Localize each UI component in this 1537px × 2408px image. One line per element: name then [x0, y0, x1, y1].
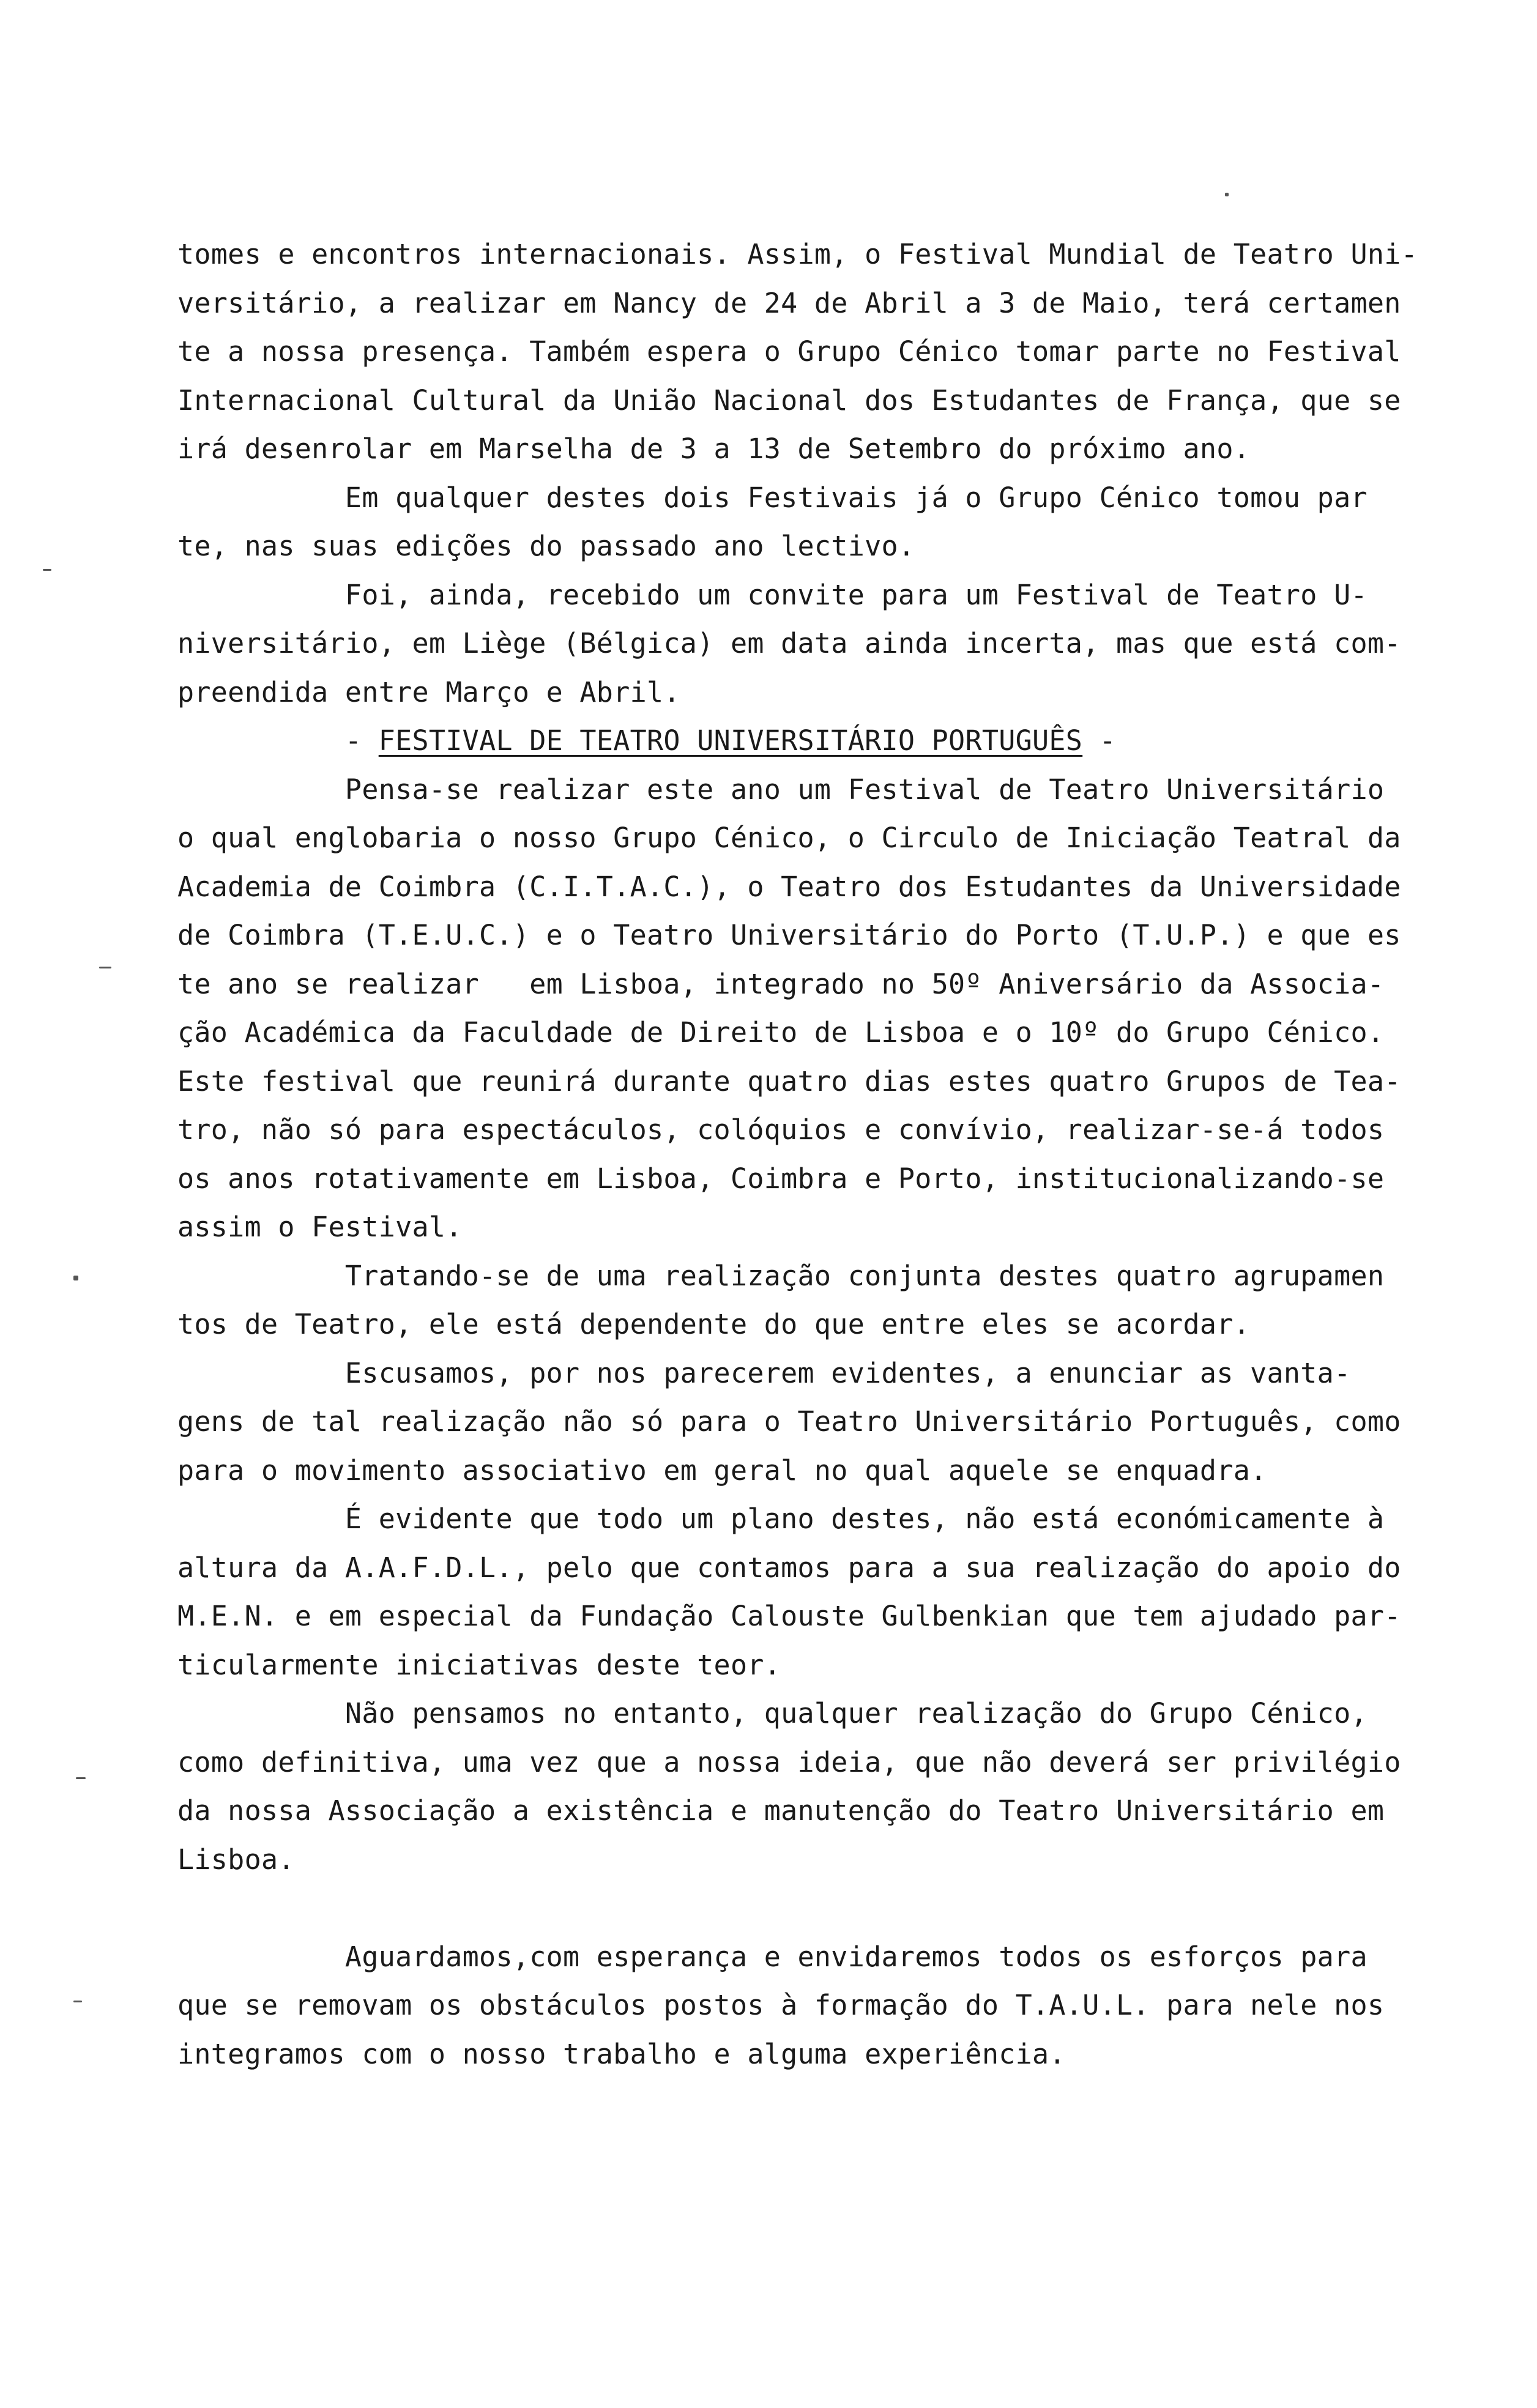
scan-mark — [73, 1276, 78, 1280]
text-line: tro, não só para espectáculos, colóquios e convívio, realizar-se-á todos — [177, 1113, 1385, 1146]
scan-mark — [43, 569, 51, 571]
section-heading — [177, 716, 1499, 765]
heading-prefix: - — [177, 724, 379, 757]
text-line: assim o Festival. — [177, 1211, 463, 1243]
text-line: M.E.N. e em especial da Fundação Calouste Gulbenkian que tem ajudado par- — [177, 1600, 1401, 1632]
text-line: como definitiva, uma vez que a nossa ideia, que não deverá ser privilégio — [177, 1745, 1401, 1778]
text-line: É evidente que todo um plano destes, não está económicamente à — [177, 1503, 1385, 1535]
text-line: Foi, ainda, recebido um convite para um Festival de Teatro U- — [177, 578, 1368, 611]
text-line: Internacional Cultural da União Nacional dos Estudantes de França, que se — [177, 384, 1401, 417]
scan-mark — [76, 1777, 86, 1779]
text-line: tos de Teatro, ele está dependente do que entre eles se acordar. — [177, 1308, 1251, 1340]
text-line: Aguardamos,com esperança e envidaremos todos os esforços para — [177, 1940, 1368, 1973]
text-line: para o movimento associativo em geral no qual aquele se enquadra. — [177, 1454, 1267, 1487]
text-line: altura da A.A.F.D.L., pelo que contamos para a sua realização do apoio do — [177, 1551, 1401, 1584]
text-line: da nossa Associação a existência e manutenção do Teatro Universitário em — [177, 1794, 1385, 1827]
scan-mark — [99, 967, 111, 968]
text-line: de Coimbra (T.E.U.C.) e o Teatro Universitário do Porto (T.U.P.) e que es — [177, 919, 1401, 951]
scan-mark — [73, 2001, 82, 2002]
text-line: que se removam os obstáculos postos à formação do T.A.U.L. para nele nos — [177, 1989, 1385, 2021]
text-line: Não pensamos no entanto, qualquer realização do Grupo Cénico, — [177, 1697, 1368, 1730]
text-line: Este festival que reunirá durante quatro dias estes quatro Grupos de Tea- — [177, 1065, 1401, 1098]
text-line: o qual englobaria o nosso Grupo Cénico, o Circulo de Iniciação Teatral da — [177, 822, 1401, 854]
text-line: gens de tal realização não só para o Teatro Universitário Português, como — [177, 1405, 1401, 1438]
text-line: Tratando-se de uma realização conjunta destes quatro agrupamen — [177, 1259, 1385, 1292]
text-line: Lisboa. — [177, 1843, 295, 1876]
text-line: te a nossa presença. Também espera o Grupo Cénico tomar parte no Festival — [177, 335, 1401, 368]
text-line: Pensa-se realizar este ano um Festival de Teatro Universitário — [177, 773, 1385, 806]
text-line: preendida entre Março e Abril. — [177, 675, 680, 708]
text-line: ticularmente iniciativas deste teor. — [177, 1648, 781, 1681]
text-line: irá desenrolar em Marselha de 3 a 13 de Setembro do próximo ano. — [177, 433, 1251, 465]
text-line: Escusamos, por nos parecerem evidentes, a enunciar as vanta- — [177, 1356, 1351, 1389]
text-line: ção Académica da Faculdade de Direito de Lisboa e o 10º do Grupo Cénico. — [177, 1016, 1385, 1049]
text-line: os anos rotativamente em Lisboa, Coimbra e Porto, institucionalizando-se — [177, 1162, 1385, 1195]
text-line: Em qualquer destes dois Festivais já o Grupo Cénico tomou par — [177, 481, 1368, 514]
heading-text: FESTIVAL DE TEATRO UNIVERSITÁRIO PORTUGUÊS — [378, 724, 1083, 757]
heading-suffix: - — [1082, 724, 1116, 757]
text-line: versitário, a realizar em Nancy de 24 de Abril a 3 de Maio, terá certamen — [177, 286, 1401, 319]
blank-line — [177, 1884, 1499, 1933]
scan-mark — [1225, 193, 1229, 196]
typed-text-body — [177, 230, 1499, 2078]
text-line: niversitário, em Liège (Bélgica) em data ainda incerta, mas que está com- — [177, 627, 1401, 660]
text-line: te ano se realizar em Lisboa, integrado no 50º Aniversário da Associa- — [177, 967, 1385, 1000]
text-line: te, nas suas edições do passado ano lectivo. — [177, 530, 915, 562]
text-line: tomes e encontros internacionais. Assim, o Festival Mundial de Teatro Uni- — [177, 238, 1418, 270]
text-line: integramos com o nosso trabalho e alguma experiência. — [177, 2037, 1066, 2070]
text-line: Academia de Coimbra (C.I.T.A.C.), o Teatro dos Estudantes da Universidade — [177, 870, 1401, 903]
